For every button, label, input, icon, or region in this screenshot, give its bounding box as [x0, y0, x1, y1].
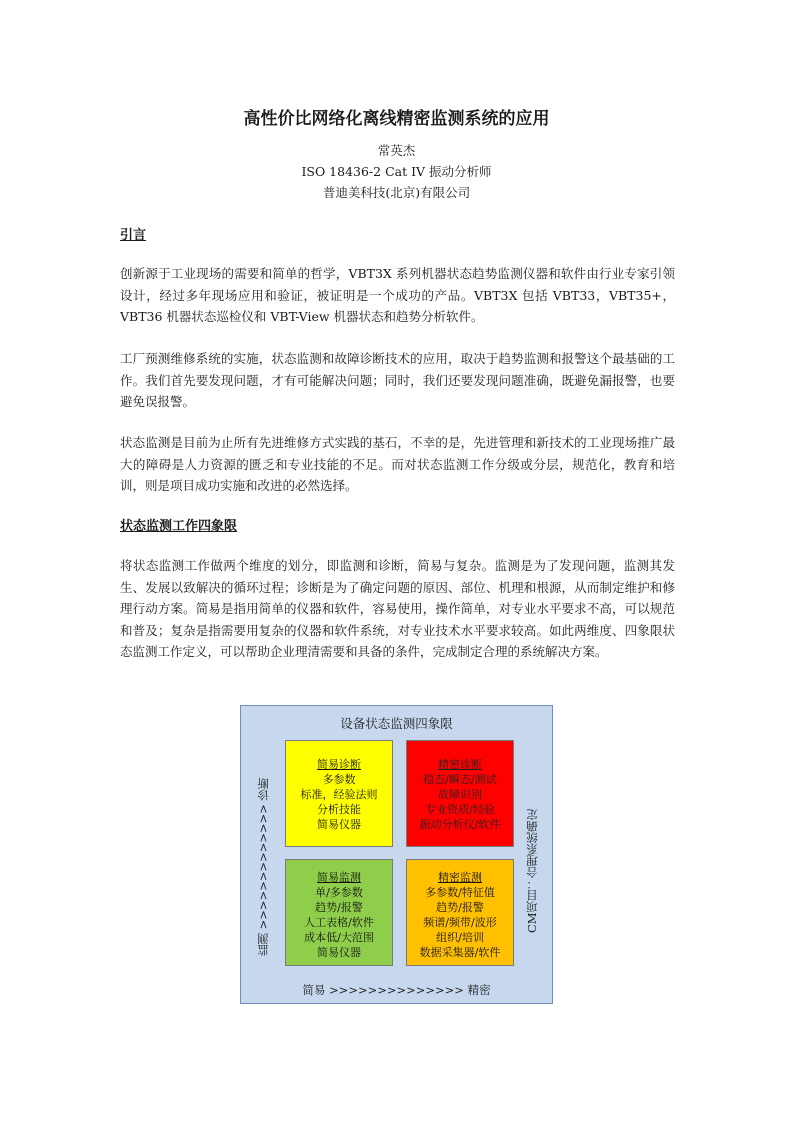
intro-paragraph-1: 创新源于工业现场的需要和简单的哲学，VBT3X 系列机器状态趋势监测仪器和软件由行业专家引领设计，经过多年现场应用和验证，被证明是一个成功的产品。VBT3X 包括 VBT33，VBT35+，VBT36 机器状态巡检仪和 VBT-View 机器状态和趋势分析软件。	[120, 266, 675, 324]
quadrant-line: 多参数	[322, 773, 356, 786]
quadrant-line: 专业资质/经验	[425, 803, 495, 816]
quadrant-line: 人工表格/软件	[304, 916, 374, 929]
author-name: 常英杰	[377, 143, 416, 158]
quadrant-line: 标准，经验法则	[300, 788, 378, 801]
quadrant-line: 分析技能	[317, 803, 361, 816]
section-heading-intro: 引言	[120, 228, 147, 243]
intro-paragraph-2: 工厂预测维修系统的实施，状态监测和故障诊断技术的应用，取决于趋势监测和报警这个最基础的工作。我们首先要发现问题，才有可能解决问题；同时，我们还要发现问题准确，既避免漏报警，也要避免误报警。	[120, 351, 675, 409]
quadrant-line: 成本低/大范围	[304, 931, 374, 944]
quadrant-diagram	[240, 705, 553, 1004]
diagram-title: 设备状态监测四象限	[340, 716, 453, 731]
quadrant-line: 趋势/报警	[436, 901, 484, 914]
quadrant-line: 频谱/频带/波形	[423, 916, 497, 929]
quadrant-precision-diagnosis	[406, 740, 514, 847]
quadrant-line: 振动分析仪/软件	[419, 818, 501, 831]
axis-label-horizontal: 简易 >>>>>>>>>>>>>> 精密	[302, 983, 491, 997]
quadrant-line: 故障识别	[438, 788, 482, 801]
quadrant-precision-monitoring	[406, 859, 514, 966]
quadrant-simple-monitoring	[285, 859, 393, 966]
author-company: 普迪美科技(北京)有限公司	[322, 185, 471, 200]
axis-label-project: CM项目：合理系统确定	[525, 808, 539, 934]
section-heading-quadrants: 状态监测工作四象限	[120, 519, 238, 534]
quadrant-line: 单/多参数	[315, 886, 363, 899]
document-title: 高性价比网络化离线精密监测系统的应用	[243, 109, 550, 129]
axis-label-vertical: 监测 >>>>>>>>>>>>> 诊断	[256, 777, 270, 956]
intro-paragraph-3: 状态监测是目前为止所有先进维修方式实践的基石，不幸的是，先进管理和新技术的工业现场推广最大的障碍是人力资源的匮乏和专业技能的不足。而对状态监测工作分级或分层，规范化，教育和培训，则是项目成功实施和改进的必然选择。	[120, 435, 675, 493]
quadrant-line: 组织/培训	[436, 931, 484, 944]
quadrant-title: 精密监测	[438, 871, 482, 884]
quadrant-line: 简易仪器	[317, 818, 361, 831]
quadrants-paragraph: 将状态监测工作做两个维度的划分，即监测和诊断，简易与复杂。监测是为了发现问题，监测其发生、发展以致解决的循环过程；诊断是为了确定问题的原因、部位、机理和根源，从而制定维护和修理行动方案。简易是指用简单的仪器和软件，容易使用，操作简单，对专业水平要求不高，可以规范和普及；复杂是指需要用复杂的仪器和软件系统，对专业技术水平要求较高。如此两维度、四象限状态监测工作定义，可以帮助企业理清需要和具备的条件，完成制定合理的系统解决方案。	[120, 558, 675, 659]
quadrant-line: 数据采集器/软件	[419, 946, 501, 959]
quadrant-line: 稳态/瞬态/测试	[423, 773, 497, 786]
quadrant-simple-diagnosis	[285, 740, 393, 847]
quadrant-title: 精密诊断	[438, 758, 482, 771]
quadrant-line: 简易仪器	[317, 946, 361, 959]
quadrant-title: 简易监测	[317, 871, 361, 884]
author-credential: ISO 18436-2 Cat IV 振动分析师	[301, 164, 492, 179]
quadrant-line: 多参数/特征值	[425, 886, 495, 899]
quadrant-title: 简易诊断	[317, 758, 361, 771]
quadrant-line: 趋势/报警	[315, 901, 363, 914]
